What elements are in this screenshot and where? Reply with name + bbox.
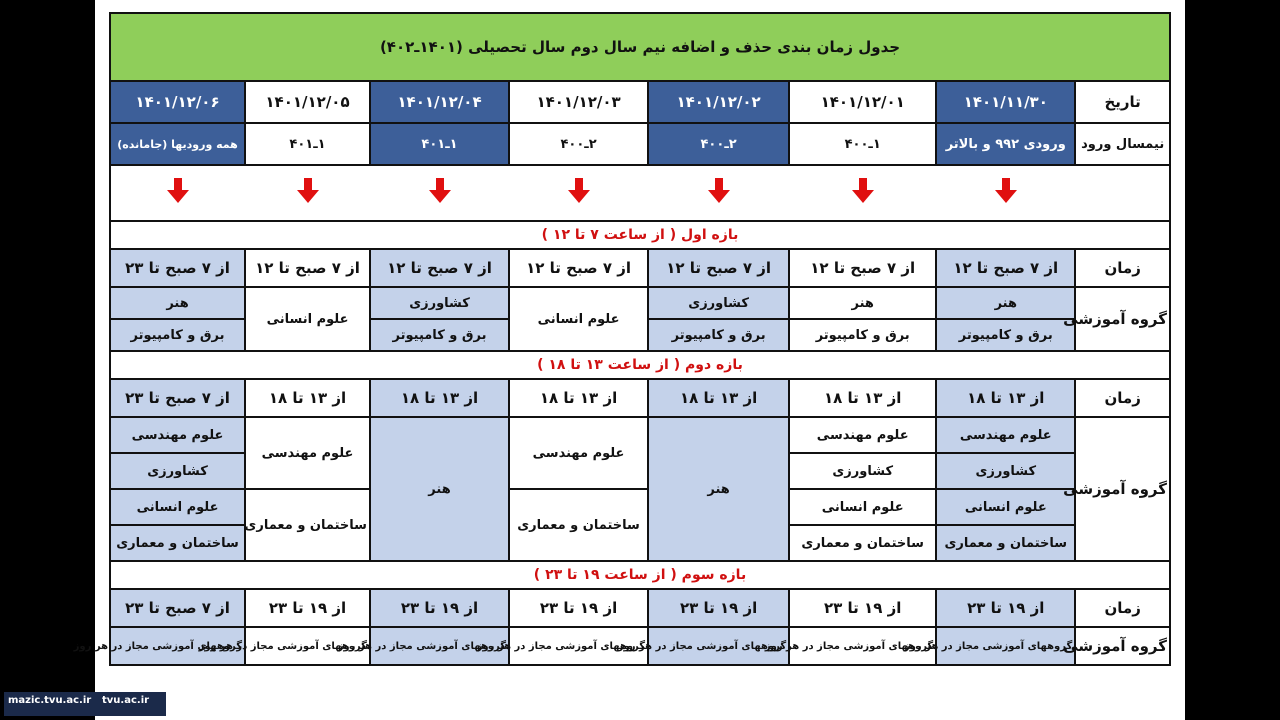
- group-cell: علوم انسانی: [936, 489, 1075, 525]
- time-cell: از ۱۹ تا ۲۳: [789, 589, 936, 627]
- entry-cell: ۲ـ۴۰۰: [509, 123, 648, 165]
- group-cell: هنر: [648, 417, 789, 561]
- schedule-table: [73, 12, 1171, 666]
- group-cell: کشاورزی: [789, 453, 936, 489]
- group-cell: گروههای آموزشی مجاز در هر روز: [936, 627, 1075, 665]
- date-cell: ۱۴۰۱/۱۲/۰۲: [648, 81, 789, 123]
- group-cell: برق و کامپیوتر: [936, 319, 1075, 351]
- group-cell: گروههای آموزشی مجاز در هر روز: [110, 627, 245, 665]
- group-cell: علوم انسانی: [509, 287, 648, 351]
- time-cell: از ۱۳ تا ۱۸: [245, 379, 370, 417]
- row-label-group: گروه آموزشی: [1075, 417, 1170, 561]
- entry-cell: ۱ـ۴۰۱: [245, 123, 370, 165]
- time-cell: از ۱۳ تا ۱۸: [936, 379, 1075, 417]
- time-cell: از ۱۹ تا ۲۳: [648, 589, 789, 627]
- group-cell: علوم انسانی: [789, 489, 936, 525]
- period-1-label: بازه اول ( از ساعت ۷ تا ۱۲ ): [110, 221, 1170, 249]
- group-cell: ساختمان و معماری: [245, 489, 370, 561]
- time-cell: از ۱۳ تا ۱۸: [789, 379, 936, 417]
- arrow-cell: [370, 165, 509, 221]
- date-cell: ۱۴۰۱/۱۲/۰۱: [789, 81, 936, 123]
- group-cell: برق و کامپیوتر: [648, 319, 789, 351]
- time-cell: از ۷ صبح تا ۱۲: [370, 249, 509, 287]
- date-cell: ۱۴۰۱/۱۲/۰۴: [370, 81, 509, 123]
- period-2-label: بازه دوم ( از ساعت ۱۳ تا ۱۸ ): [110, 351, 1170, 379]
- arrow-down-icon: [297, 178, 319, 204]
- group-cell: هنر: [110, 287, 245, 319]
- date-cell: ۱۴۰۱/۱۱/۳۰: [936, 81, 1075, 123]
- row-label-time: زمان: [1075, 379, 1170, 417]
- group-cell: هنر: [936, 287, 1075, 319]
- row-label-entry: نیمسال ورود: [1075, 123, 1170, 165]
- group-cell: علوم مهندسی: [936, 417, 1075, 453]
- group-cell: برق و کامپیوتر: [370, 319, 509, 351]
- entry-cell: همه ورودیها (جامانده): [110, 123, 245, 165]
- arrow-cell: [509, 165, 648, 221]
- table-title: جدول زمان بندی حذف و اضافه نیم سال دوم سال تحصیلی (۱۴۰۱ـ۴۰۲): [110, 13, 1170, 81]
- date-cell: ۱۴۰۱/۱۲/۰۵: [245, 81, 370, 123]
- time-cell: از ۷ صبح تا ۲۳: [110, 379, 245, 417]
- arrow-down-icon: [708, 178, 730, 204]
- time-cell: از ۷ صبح تا ۱۲: [789, 249, 936, 287]
- group-cell: کشاورزی: [648, 287, 789, 319]
- time-cell: از ۷ صبح تا ۲۳: [110, 589, 245, 627]
- period-3-label: بازه سوم ( از ساعت ۱۹ تا ۲۳ ): [110, 561, 1170, 589]
- row-label-time: زمان: [1075, 589, 1170, 627]
- time-cell: از ۷ صبح تا ۱۲: [936, 249, 1075, 287]
- group-cell: علوم مهندسی: [789, 417, 936, 453]
- time-cell: از ۱۳ تا ۱۸: [370, 379, 509, 417]
- group-cell: کشاورزی: [936, 453, 1075, 489]
- time-cell: از ۷ صبح تا ۱۲: [245, 249, 370, 287]
- group-cell: گروههای آموزشی مجاز در هر روز: [245, 627, 370, 665]
- row-label-group: گروه آموزشی: [1075, 287, 1170, 351]
- date-cell: ۱۴۰۱/۱۲/۰۶: [110, 81, 245, 123]
- group-cell: ساختمان و معماری: [789, 525, 936, 561]
- arrow-down-icon: [167, 178, 189, 204]
- group-cell: علوم مهندسی: [509, 417, 648, 489]
- entry-cell: ۱ـ۴۰۱: [370, 123, 509, 165]
- arrow-cell: [110, 165, 245, 221]
- row-label-group: گروه آموزشی: [1075, 627, 1170, 665]
- group-cell: علوم انسانی: [110, 489, 245, 525]
- group-cell: هنر: [789, 287, 936, 319]
- row-label-date: تاریخ: [1075, 81, 1170, 123]
- group-cell: علوم انسانی: [245, 287, 370, 351]
- arrow-cell: [648, 165, 789, 221]
- arrow-down-icon: [995, 178, 1017, 204]
- group-cell: ساختمان و معماری: [110, 525, 245, 561]
- footer-site-link[interactable]: mazic.tvu.ac.ir: [4, 692, 100, 716]
- group-cell: گروههای آموزشی مجاز در هر روز: [370, 627, 509, 665]
- time-cell: از ۱۹ تا ۲۳: [509, 589, 648, 627]
- group-cell: برق و کامپیوتر: [110, 319, 245, 351]
- time-cell: از ۱۹ تا ۲۳: [245, 589, 370, 627]
- schedule-page: [73, 0, 1185, 720]
- arrow-cell: [245, 165, 370, 221]
- group-cell: علوم مهندسی: [110, 417, 245, 453]
- time-cell: از ۷ صبح تا ۱۲: [509, 249, 648, 287]
- time-cell: از ۱۹ تا ۲۳: [936, 589, 1075, 627]
- group-cell: گروههای آموزشی مجاز در هر روز: [648, 627, 789, 665]
- time-cell: از ۱۹ تا ۲۳: [370, 589, 509, 627]
- time-cell: از ۱۳ تا ۱۸: [648, 379, 789, 417]
- time-cell: از ۷ صبح تا ۱۲: [648, 249, 789, 287]
- arrow-down-icon: [429, 178, 451, 204]
- group-cell: هنر: [370, 417, 509, 561]
- time-cell: از ۷ صبح تا ۲۳: [110, 249, 245, 287]
- group-cell: گروههای آموزشی مجاز در هر روز: [509, 627, 648, 665]
- entry-cell: ورودی ۹۹۲ و بالاتر: [936, 123, 1075, 165]
- entry-cell: ۱ـ۴۰۰: [789, 123, 936, 165]
- arrow-cell: [789, 165, 936, 221]
- arrow-down-icon: [852, 178, 874, 204]
- date-cell: ۱۴۰۱/۱۲/۰۳: [509, 81, 648, 123]
- time-cell: از ۱۳ تا ۱۸: [509, 379, 648, 417]
- entry-cell: ۲ـ۴۰۰: [648, 123, 789, 165]
- group-cell: ساختمان و معماری: [509, 489, 648, 561]
- row-label-time: زمان: [1075, 249, 1170, 287]
- group-cell: علوم مهندسی: [245, 417, 370, 489]
- group-cell: کشاورزی: [370, 287, 509, 319]
- arrow-cell: [936, 165, 1075, 221]
- group-cell: کشاورزی: [110, 453, 245, 489]
- footer-site-link-2[interactable]: tvu.ac.ir: [98, 692, 166, 716]
- arrow-down-icon: [568, 178, 590, 204]
- group-cell: ساختمان و معماری: [936, 525, 1075, 561]
- group-cell: برق و کامپیوتر: [789, 319, 936, 351]
- arrow-label-cell: [1075, 165, 1170, 221]
- group-cell: گروههای آموزشی مجاز در هر روز: [789, 627, 936, 665]
